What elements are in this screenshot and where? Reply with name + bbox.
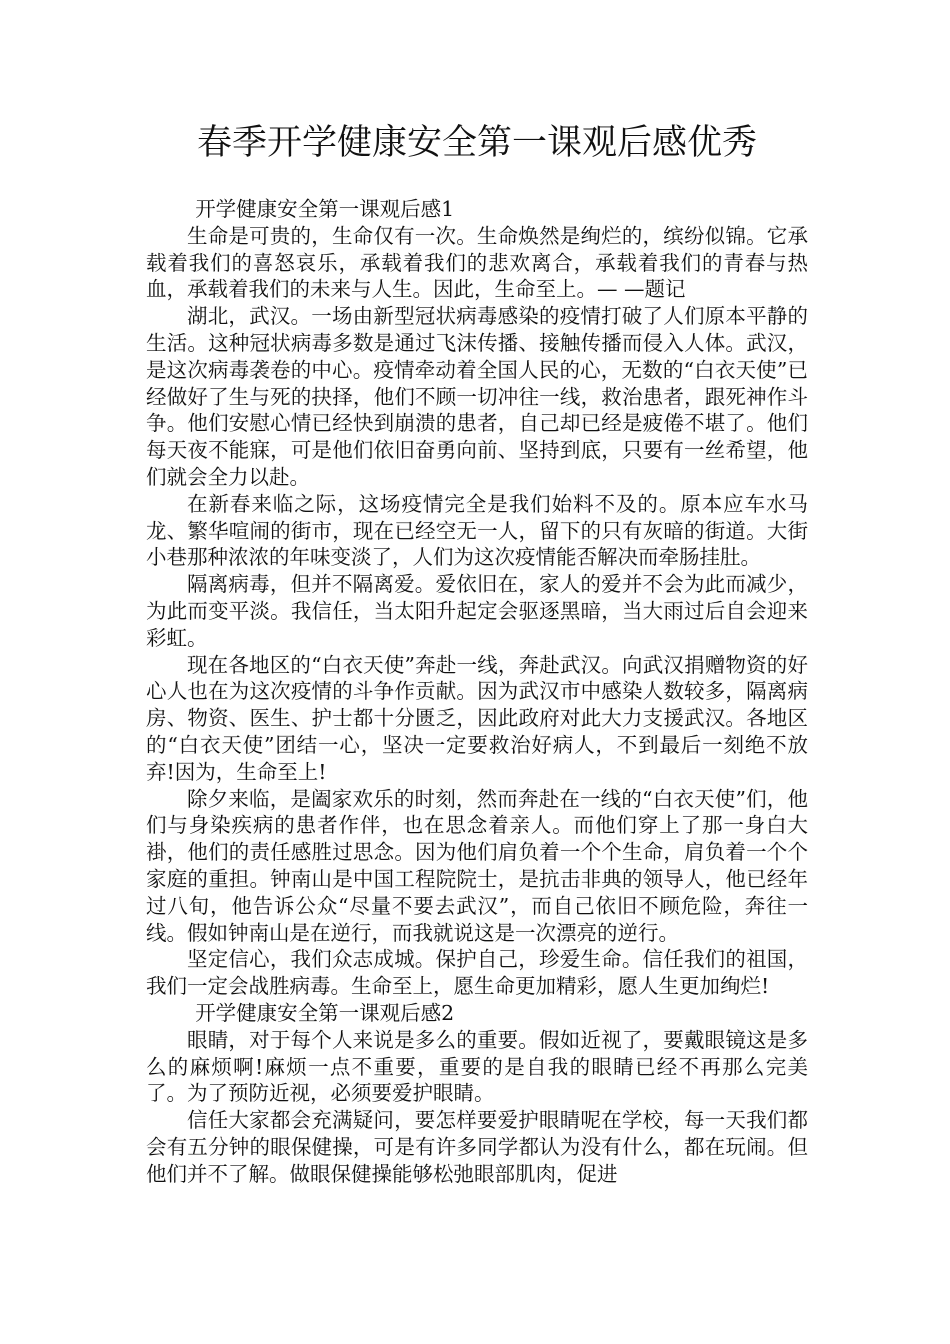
paragraph-eye-exercises: 信任大家都会充满疑问，要怎样要爱护眼睛呢在学校，每一天我们都会有五分钟的眼保健操，可是有许多同学都认为没有什么，都在玩闹。但他们并不了解。做眼保健操能够松弛眼部肌肉，促进 <box>146 1108 808 1186</box>
paragraph-epigraph: 生命是可贵的，生命仅有一次。生命焕然是绚烂的，缤纷似锦。它承载着我们的喜怒哀乐，承载着我们的悲欢离合，承载着我们的青春与热血，承载着我们的未来与人生。因此，生命至上。— —题记 <box>146 223 808 302</box>
paragraph-eyes: 眼睛，对于每个人来说是多么的重要。假如近视了，要戴眼镜这是多么的麻烦啊!麻烦一点不重要，重要的是自我的眼睛已经不再那么完美了。为了预防近视，必须要爱护眼睛。 <box>146 1027 808 1106</box>
paragraph-new-years-eve: 除夕来临，是阖家欢乐的时刻，然而奔赴在一线的“白衣天使”们，他们与身染疾病的患者作伴，也在思念着亲人。而他们穿上了那一身白大褂，他们的责任感胜过思念。因为他们肩负着一个个生命，肩负着一个个家庭的重担。钟南山是中国工程院院士，是抗击非典的领导人，他已经年过八旬，他告诉公众“尽量不要去武汉”，而自己依旧不顾危险，奔往一线。假如钟南山是在逆行，而我就说这是一次漂亮的逆行。 <box>146 786 808 945</box>
section-heading-1: 开学健康安全第一课观后感1 <box>195 197 455 221</box>
section-heading-2: 开学健康安全第一课观后感2 <box>195 1000 455 1025</box>
paragraph-white-angels: 现在各地区的“白衣天使”奔赴一线，奔赴武汉。向武汉捐赠物资的好心人也在为这次疫情的斗争作贡献。因为武汉市中感染人数较多，隔离病房、物资、医生、护士都十分匮乏，因此政府对此大力支援武汉。各地区的“白衣天使”团结一心，坚决一定要救治好病人，不到最后一刻绝不放弃!因为，生命至上! <box>146 652 808 784</box>
document-title: 春季开学健康安全第一课观后感优秀 <box>196 123 757 163</box>
paragraph-new-year: 在新春来临之际，这场疫情完全是我们始料不及的。原本应车水马龙、繁华喧闹的街市，现在已经空无一人，留下的只有灰暗的街道。大街小巷那种浓浓的年味变淡了，人们为这次疫情能否解决而牵肠挂肚。 <box>146 491 808 570</box>
document-page <box>146 118 808 1187</box>
paragraph-wuhan: 湖北，武汉。一场由新型冠状病毒感染的疫情打破了人们原本平静的生活。这种冠状病毒多数是通过飞沫传播、接触传播而侵入人体。武汉，是这次病毒袭卷的中心。疫情牵动着全国人民的心，无数的“白衣天使”已经做好了生与死的抉择，他们不顾一切冲往一线，救治患者，跟死神作斗争。他们安慰心情已经快到崩溃的患者，自己却已经是疲倦不堪了。他们每天夜不能寐，可是他们依旧奋勇向前、坚持到底，只要有一丝希望，他们就会全力以赴。 <box>146 304 808 489</box>
paragraph-isolation: 隔离病毒，但并不隔离爱。爱依旧在，家人的爱并不会为此而减少，为此而变平淡。我信任，当太阳升起定会驱逐黑暗，当大雨过后自会迎来彩虹。 <box>146 572 808 650</box>
paragraph-confidence: 坚定信心，我们众志成城。保护自己，珍爱生命。信任我们的祖国，我们一定会战胜病毒。生命至上，愿生命更加精彩，愿人生更加绚烂! <box>146 947 808 999</box>
